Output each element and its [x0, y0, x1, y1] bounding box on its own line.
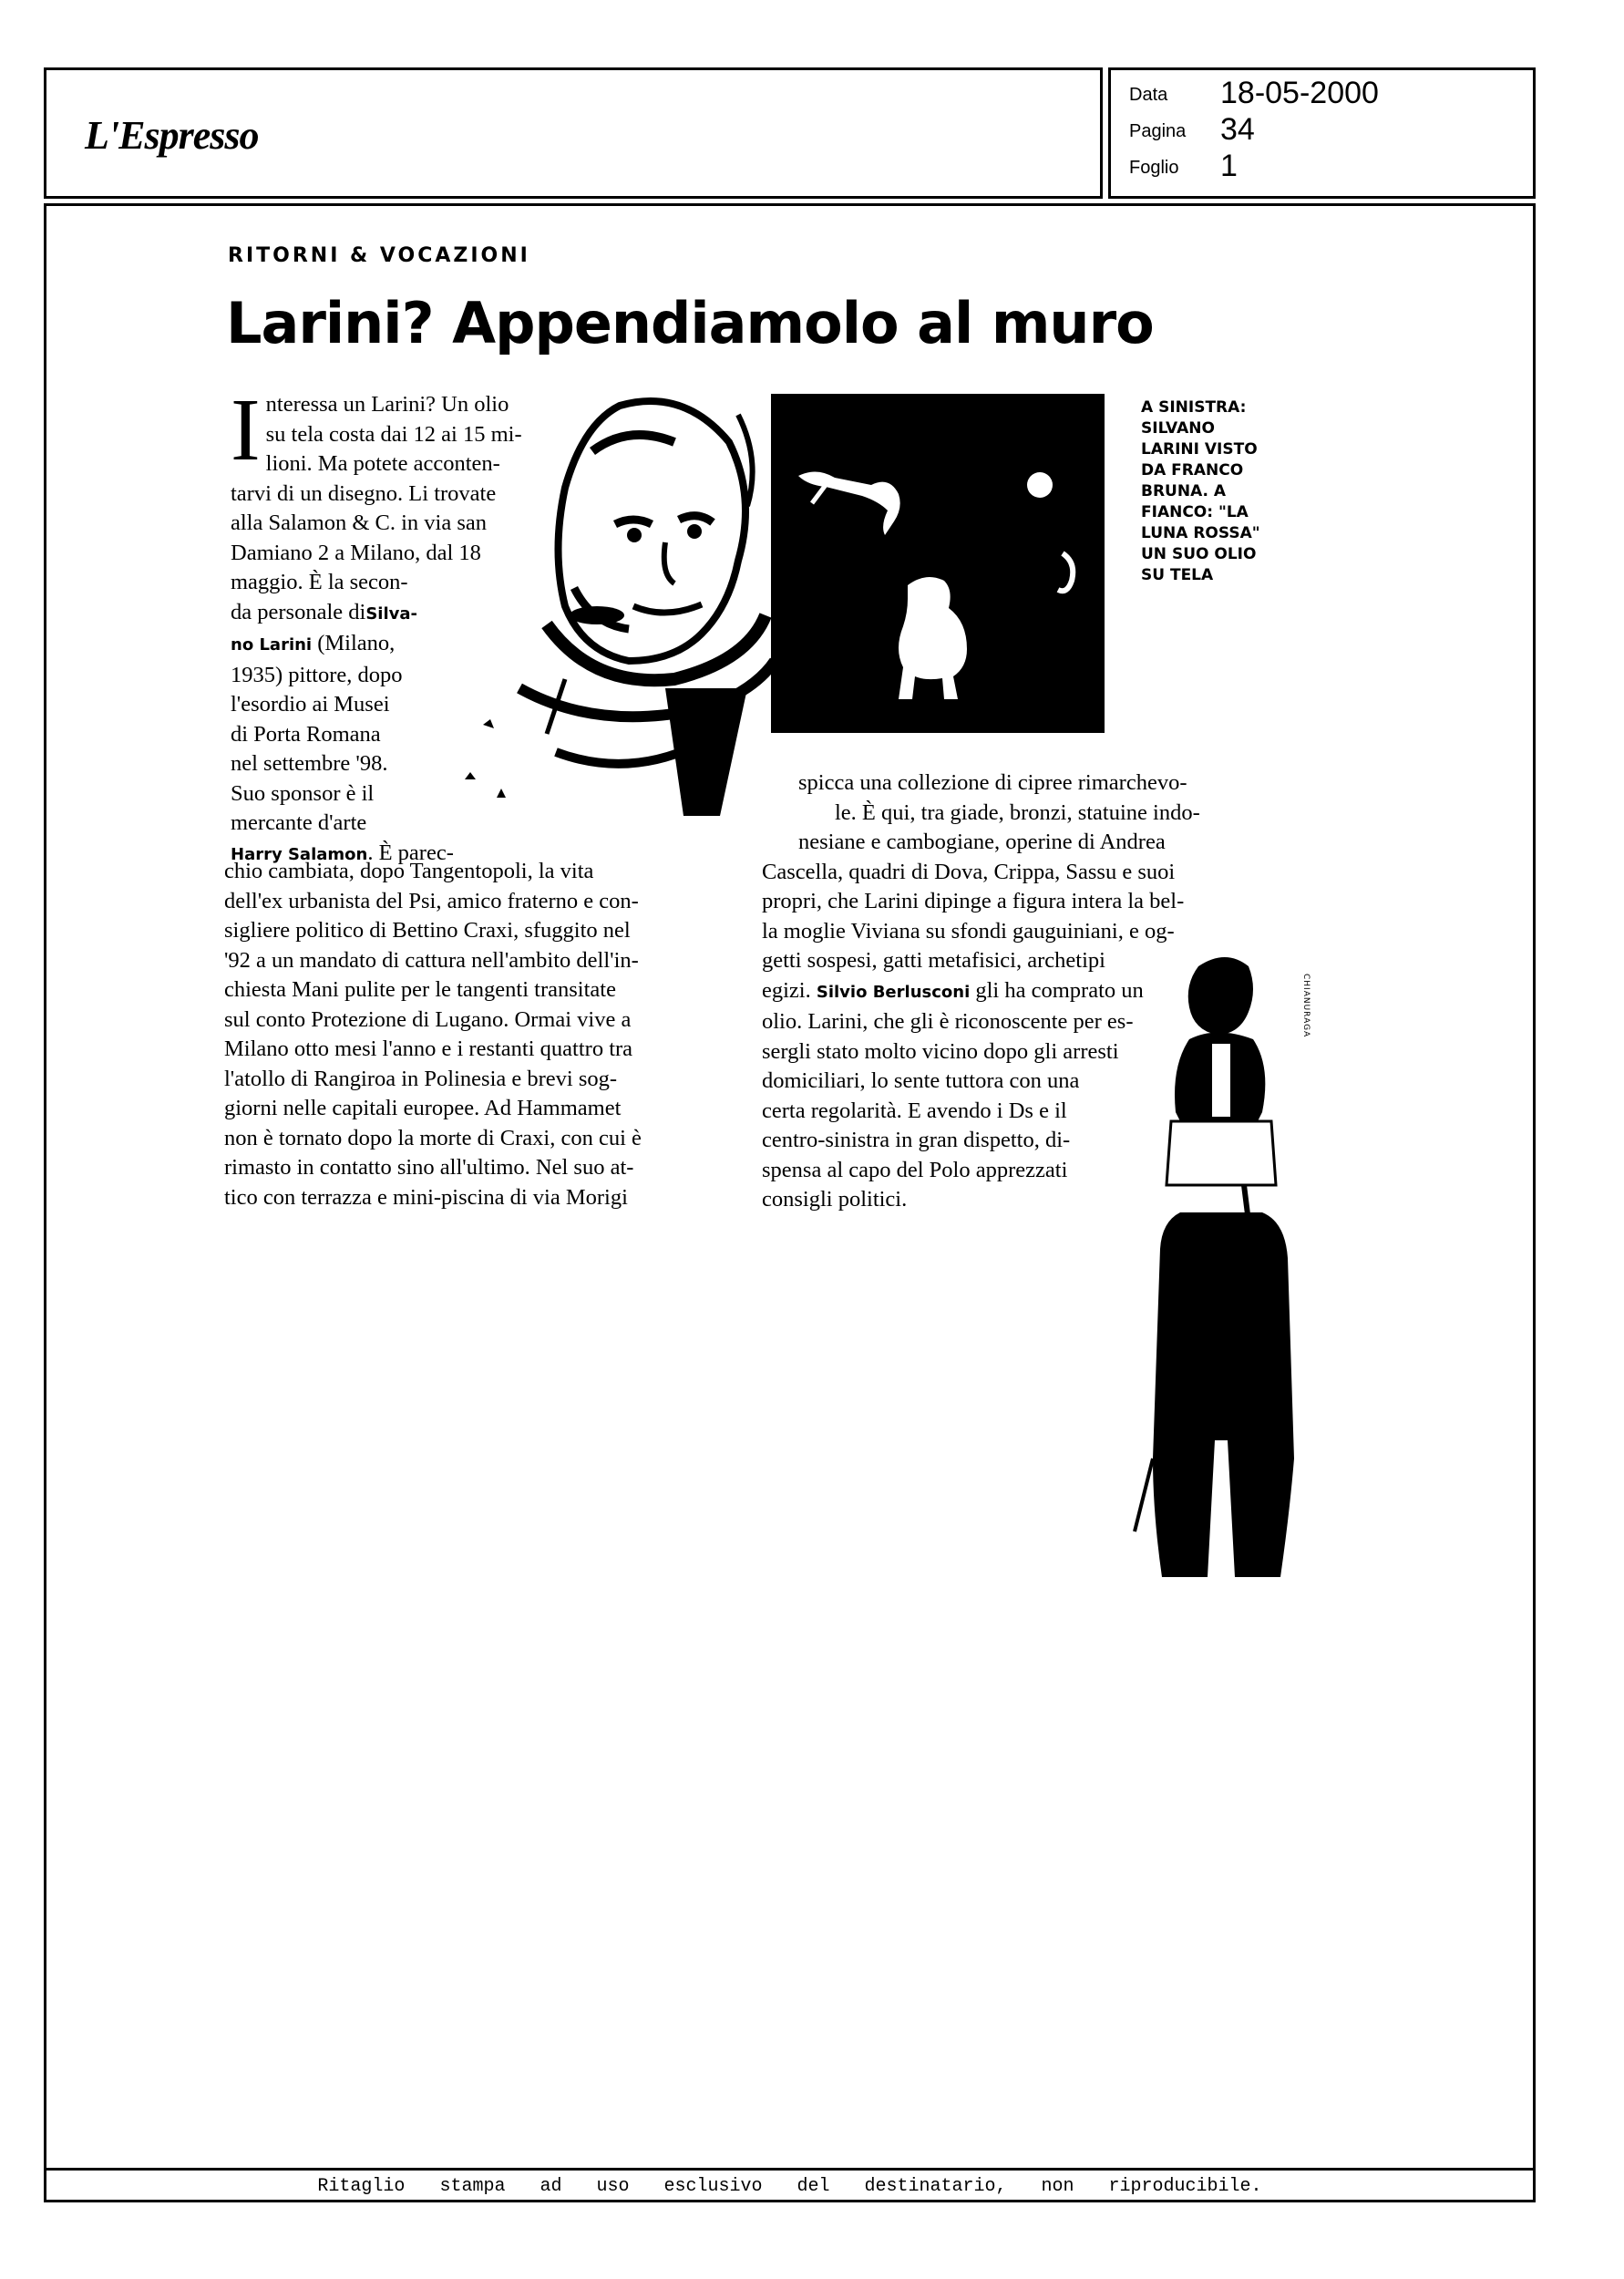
body-line: spensa al capo del Polo apprezzati [762, 1157, 1068, 1182]
body-line: sigliere politico di Bettino Craxi, sfuggito nel [224, 918, 631, 943]
body-line: alla Salamon & C. in via san [231, 510, 488, 535]
body-line: l'esordio ai Musei [231, 692, 390, 717]
footer-disclaimer: Ritaglio stampa ad uso esclusivo del destinatario, non riproducibile. [317, 2176, 1262, 2197]
caption-line: A SINISTRA: [1141, 398, 1247, 417]
body-line: nel settembre '98. [231, 751, 388, 776]
body-text-span: egizi. [762, 977, 811, 1003]
photo-caption [1141, 397, 1278, 586]
body-line: spicca una collezione di cipree rimarchevo- [798, 770, 1187, 795]
pagina-value: 34 [1220, 112, 1255, 147]
body-line: getti sospesi, gatti metafisici, archetipi [762, 948, 1105, 973]
body-line: '92 a un mandato di cattura nell'ambito dell'in- [224, 947, 639, 973]
body-line: olio. Larini, che gli è riconoscente per es- [762, 1009, 1134, 1034]
painting-luna-rossa [771, 394, 1105, 733]
caption-line: DA FRANCO [1141, 461, 1244, 480]
caption-line: LUNA ROSSA" [1141, 524, 1260, 542]
footer-bar [44, 2168, 1536, 2202]
body-line: consigli politici. [762, 1187, 908, 1212]
body-line: mercante d'arte [231, 810, 367, 835]
body-line: sergli stato molto vicino dopo gli arresti [762, 1038, 1119, 1064]
body-line [231, 629, 577, 661]
body-line: Cascella, quadri di Dova, Crippa, Sassu e suoi [762, 859, 1176, 884]
body-line: certa regolarità. E avendo i Ds e il [762, 1098, 1067, 1123]
body-line: su tela costa dai 12 ai 15 mi- [265, 421, 522, 447]
body-text-span: (Milano, [317, 631, 396, 655]
foglio-label: Foglio [1129, 158, 1179, 178]
article-headline: Larini? Appendiamolo al muro [226, 290, 1154, 356]
caption-line: SILVANO [1141, 419, 1215, 438]
body-line: propri, che Larini dipinge a figura intera la bel- [762, 889, 1185, 913]
caption-line: BRUNA. A [1141, 482, 1227, 500]
body-line: nteressa un Larini? Un olio [265, 392, 509, 417]
body-line: tarvi di un disegno. Li trovate [231, 480, 497, 506]
pagina-label: Pagina [1129, 121, 1187, 141]
body-line: rimasto in contatto sino all'ultimo. Nel suo at- [224, 1155, 634, 1180]
photo-credit: CHIANURAGA [1301, 974, 1311, 1038]
body-line: Suo sponsor è il [231, 780, 375, 806]
data-label: Data [1129, 85, 1168, 105]
article-column-1-top [231, 381, 577, 870]
body-line: chio cambiata, dopo Tangentopoli, la vita [224, 859, 594, 883]
standing-figure-photo [1125, 948, 1308, 1586]
body-line: Damiano 2 a Milano, dal 18 [231, 540, 481, 565]
data-value: 18-05-2000 [1220, 76, 1379, 110]
body-line: giorni nelle capitali europee. Ad Hammamet [224, 1096, 622, 1120]
name-silvano-larini: Silva- [365, 603, 417, 624]
body-text-span: da personale di [231, 599, 366, 624]
painting-art [771, 394, 1105, 733]
name-silvio-berlusconi: Silvio Berlusconi [816, 982, 971, 1002]
caption-line: SU TELA [1141, 566, 1214, 584]
drop-cap: I [231, 381, 261, 480]
body-line: lioni. Ma potete acconten- [265, 451, 500, 476]
body-line: di Porta Romana [231, 721, 381, 747]
body-line: maggio. È la secon- [231, 570, 408, 594]
masthead-box [44, 67, 1103, 199]
name-harry-salamon: Harry Salamon [231, 844, 368, 864]
body-line: Milano otto mesi l'anno e i restanti quattro tra [224, 1036, 633, 1061]
name-silvano-larini-cont: no Larini [231, 635, 313, 655]
body-line: la moglie Viviana su sfondi gauguiniani, e og- [762, 918, 1175, 944]
metadata-box [1108, 67, 1536, 199]
body-line: le. È qui, tra giade, bronzi, statuine indo- [835, 799, 1200, 825]
article-kicker: RITORNI & VOCAZIONI [228, 244, 530, 267]
body-line: tico con terrazza e mini-piscina di via Morigi [224, 1184, 628, 1210]
body-line: nesiane e cambogiane, operine di Andrea [798, 830, 1166, 854]
body-line: 1935) pittore, dopo [231, 662, 403, 687]
body-text-span: gli ha comprato un [975, 977, 1144, 1003]
body-line: chiesta Mani pulite per le tangenti transitate [224, 977, 616, 1002]
article-column-1-bottom [224, 857, 739, 1212]
body-line: domiciliari, lo sente tuttora con una [762, 1068, 1080, 1093]
body-line: sul conto Protezione di Lugano. Ormai vive a [224, 1006, 632, 1032]
caption-line: FIANCO: "LA [1141, 503, 1249, 521]
body-text-span: . È parec- [367, 840, 454, 865]
body-line: centro-sinistra in gran dispetto, di- [762, 1128, 1071, 1152]
body-line: non è tornato dopo la morte di Craxi, con cui è [224, 1125, 642, 1150]
body-line: l'atollo di Rangiroa in Polinesia e brevi sog- [224, 1066, 618, 1091]
caption-line: UN SUO OLIO [1141, 545, 1257, 563]
publication-logo: L'Espresso [85, 113, 259, 158]
foglio-value: 1 [1220, 149, 1238, 183]
body-line: dell'ex urbanista del Psi, amico fraterno e con- [224, 888, 639, 913]
caption-line: LARINI VISTO [1141, 440, 1258, 459]
body-line [231, 598, 577, 630]
